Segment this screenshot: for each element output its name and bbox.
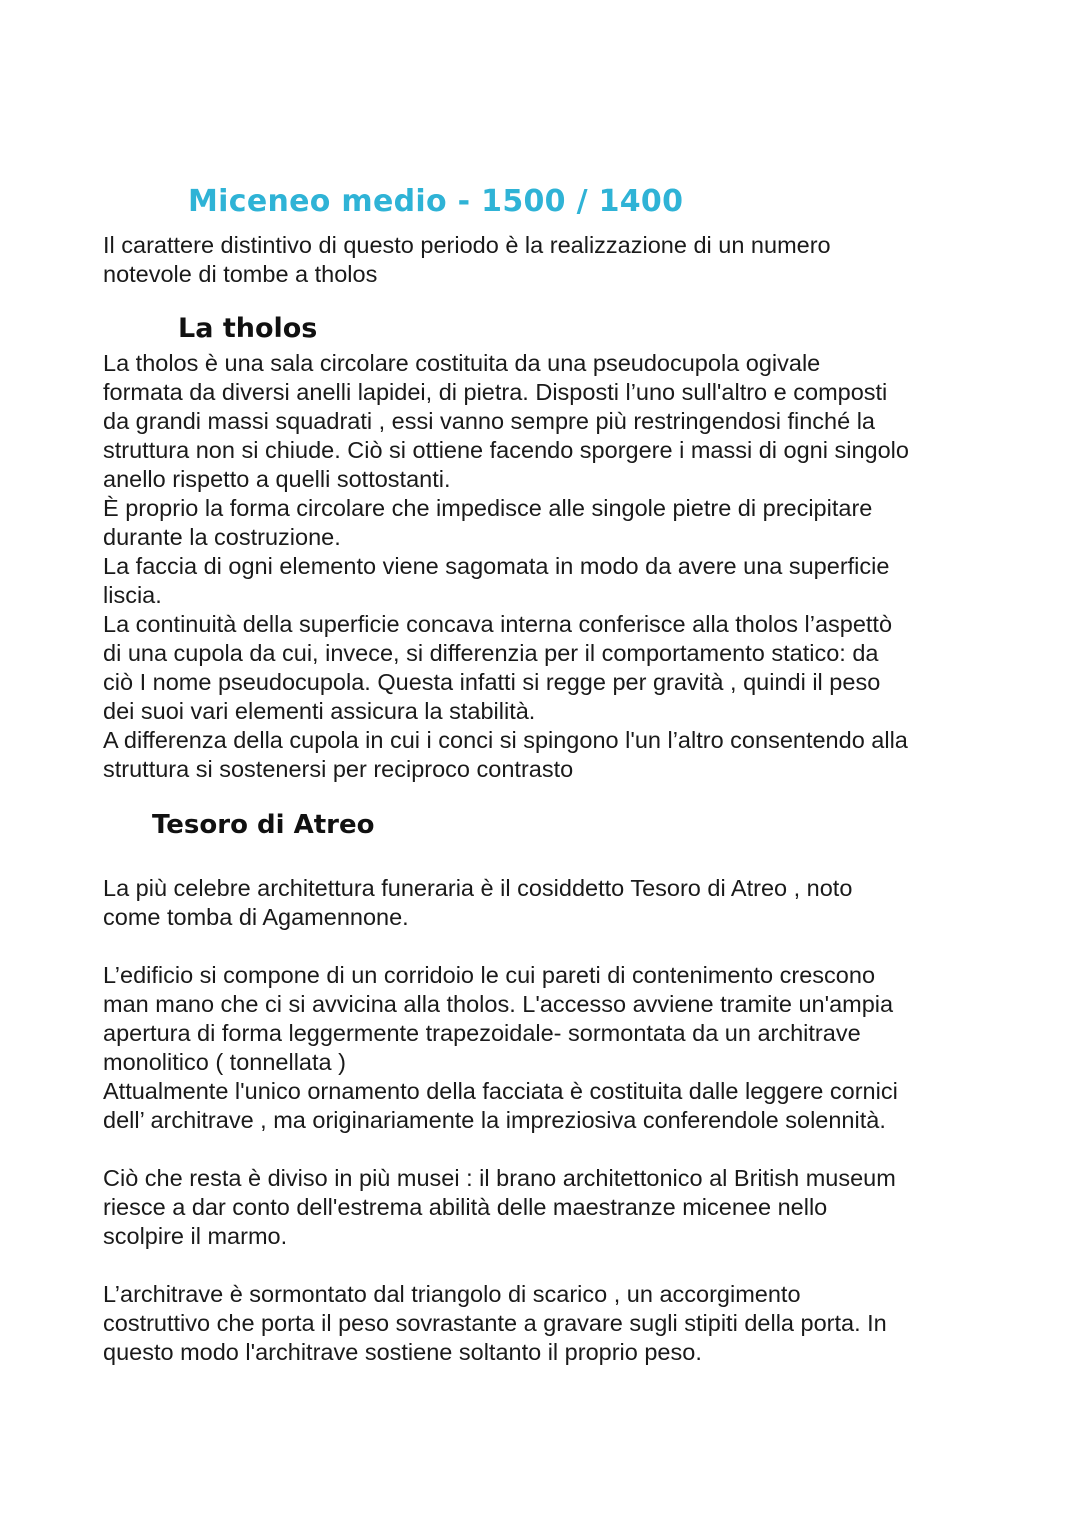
- section-title-la-tholos: La tholos: [178, 313, 318, 344]
- text-line: formata da diversi anelli lapidei, di pietra. Disposti l’uno sull'altro e composti: [103, 379, 888, 405]
- text-line: dei suoi vari elementi assicura la stabilità.: [103, 698, 536, 724]
- text-line: scolpire il marmo.: [103, 1223, 288, 1249]
- text-line: Attualmente l'unico ornamento della facciata è costituita dalle leggere cornici: [103, 1078, 898, 1104]
- text-line: Il carattere distintivo di questo periodo è la realizzazione di un numero: [103, 232, 831, 258]
- text-line: come tomba di Agamennone.: [103, 904, 409, 930]
- text-line: dell’ architrave , ma originariamente la impreziosiva conferendole solennità.: [103, 1107, 886, 1133]
- text-line: anello rispetto a quelli sottostanti.: [103, 466, 451, 492]
- text-line: La tholos è una sala circolare costituita da una pseudocupola ogivale: [103, 350, 821, 376]
- text-line: costruttivo che porta il peso sovrastante a gravare sugli stipiti della porta. In: [103, 1310, 887, 1336]
- text-line: man mano che ci si avvicina alla tholos. L'accesso avviene tramite un'ampia: [103, 991, 894, 1017]
- section-title-tesoro-di-atreo: Tesoro di Atreo: [152, 810, 375, 840]
- text-line: monolitico ( tonnellata ): [103, 1049, 346, 1075]
- atreo-paragraph-2: [103, 961, 1003, 1135]
- text-line: struttura non si chiude. Ciò si ottiene facendo sporgere i massi di ogni singolo: [103, 437, 909, 463]
- text-line: L’edificio si compone di un corridoio le cui pareti di contenimento crescono: [103, 962, 876, 988]
- text-line: durante la costruzione.: [103, 524, 341, 550]
- text-line: notevole di tombe a tholos: [103, 261, 378, 287]
- text-line: La continuità della superficie concava interna conferisce alla tholos l’aspettò: [103, 611, 893, 637]
- text-line: apertura di forma leggermente trapezoidale- sormontata da un architrave: [103, 1020, 861, 1046]
- tholos-paragraph: [103, 349, 1003, 784]
- atreo-paragraph-3: [103, 1164, 1003, 1251]
- text-line: ciò I nome pseudocupola. Questa infatti si regge per gravità , quindi il peso: [103, 669, 881, 695]
- text-line: questo modo l'architrave sostiene soltanto il proprio peso.: [103, 1339, 702, 1365]
- text-line: È proprio la forma circolare che impedisce alle singole pietre di precipitare: [103, 495, 873, 521]
- text-line: struttura si sostenersi per reciproco contrasto: [103, 756, 574, 782]
- text-line: A differenza della cupola in cui i conci si spingono l'un l’altro consentendo alla: [103, 727, 908, 753]
- text-line: L’architrave è sormontato dal triangolo di scarico , un accorgimento: [103, 1281, 801, 1307]
- section-title-miceneo-medio: Miceneo medio - 1500 / 1400: [188, 184, 684, 219]
- atreo-paragraph-4: [103, 1280, 1003, 1367]
- text-line: riesce a dar conto dell'estrema abilità delle maestranze micenee nello: [103, 1194, 828, 1220]
- text-line: liscia.: [103, 582, 162, 608]
- text-line: La più celebre architettura funeraria è il cosiddetto Tesoro di Atreo , noto: [103, 875, 853, 901]
- text-line: di una cupola da cui, invece, si differenzia per il comportamento statico: da: [103, 640, 879, 666]
- text-line: da grandi massi squadrati , essi vanno sempre più restringendosi finché la: [103, 408, 876, 434]
- atreo-paragraph-1: [103, 874, 1003, 932]
- text-line: Ciò che resta è diviso in più musei : il brano architettonico al British museum: [103, 1165, 896, 1191]
- intro-paragraph: [103, 231, 1003, 289]
- text-line: La faccia di ogni elemento viene sagomata in modo da avere una superficie: [103, 553, 890, 579]
